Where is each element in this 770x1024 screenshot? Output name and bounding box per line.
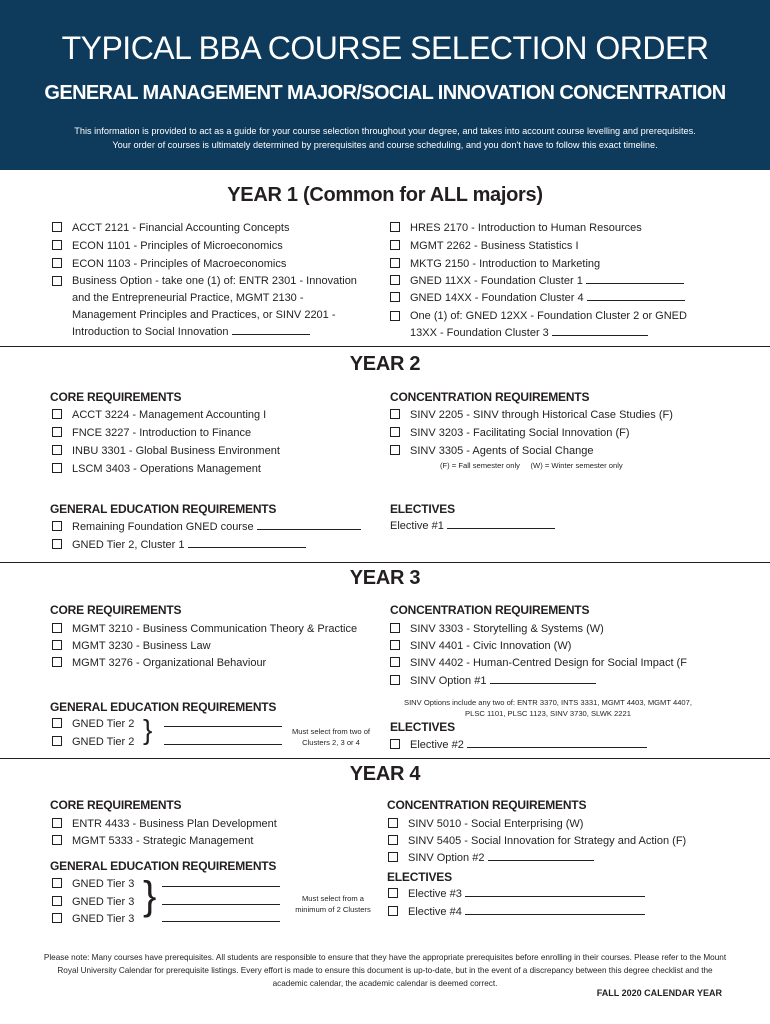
- year3-gen-note: Must select from two of Clusters 2, 3 or 4: [291, 727, 371, 747]
- checkbox[interactable]: [388, 852, 398, 862]
- brace-icon: }: [143, 874, 157, 918]
- year3-conc-item: SINV Option #1: [390, 673, 596, 690]
- year4-conc-item: SINV 5010 - Social Enterprising (W): [388, 816, 583, 833]
- year2-core-item: ACCT 3224 - Management Accounting I: [52, 407, 266, 424]
- checkbox[interactable]: [52, 657, 62, 667]
- checkbox[interactable]: [390, 240, 400, 250]
- checkbox[interactable]: [52, 427, 62, 437]
- year2-elec-heading: ELECTIVES: [390, 502, 455, 516]
- checkbox[interactable]: [388, 818, 398, 828]
- checkbox[interactable]: [390, 445, 400, 455]
- year3-core-item: MGMT 3210 - Business Communication Theory & Practice: [52, 621, 357, 638]
- blank-line: [488, 851, 594, 861]
- blank-line: [162, 877, 280, 887]
- year2-core-item: INBU 3301 - Global Business Environment: [52, 443, 280, 460]
- year4-elective: Elective #3: [388, 886, 645, 903]
- checkbox[interactable]: [52, 521, 62, 531]
- year1-left-item: ECON 1101 - Principles of Microeconomics: [52, 238, 283, 255]
- year3-gen-item: GNED Tier 2: [52, 734, 282, 751]
- blank-line: [587, 291, 685, 301]
- year3-core-item: MGMT 3276 - Organizational Behaviour: [52, 655, 266, 672]
- year4-core-heading: CORE REQUIREMENTS: [50, 798, 182, 812]
- checkbox[interactable]: [390, 623, 400, 633]
- year2-title: YEAR 2: [349, 353, 421, 375]
- year1-right-item: GNED 11XX - Foundation Cluster 1: [390, 273, 684, 290]
- blank-line: [447, 519, 555, 529]
- year2-conc-heading: CONCENTRATION REQUIREMENTS: [390, 390, 590, 404]
- blank-line: [162, 895, 280, 905]
- year3-conc-item: SINV 4401 - Civic Innovation (W): [390, 638, 571, 655]
- year3-elective: Elective #2: [390, 737, 647, 754]
- checkbox[interactable]: [52, 818, 62, 828]
- year2-core-item: FNCE 3227 - Introduction to Finance: [52, 425, 251, 442]
- checkbox[interactable]: [52, 409, 62, 419]
- sinv-options-note: SINV Options include any two of: ENTR 3370, INTS 3331, MGMT 4403, MGMT 4407, PLSC 1101, PLSC 1123, SINV 3730, SLWK 2221: [404, 698, 692, 718]
- checkbox[interactable]: [52, 896, 62, 906]
- checkbox[interactable]: [52, 640, 62, 650]
- year4-conc-item: SINV 5405 - Social Innovation for Strategy and Action (F): [388, 833, 686, 850]
- checkbox[interactable]: [52, 718, 62, 728]
- checkbox[interactable]: [52, 258, 62, 268]
- year2-conc-item: SINV 3203 - Facilitating Social Innovation (F): [390, 425, 630, 442]
- year4-elec-heading: ELECTIVES: [387, 870, 452, 884]
- checkbox[interactable]: [390, 739, 400, 749]
- year1-right-item: GNED 14XX - Foundation Cluster 4: [390, 290, 685, 307]
- year3-gen-heading: GENERAL EDUCATION REQUIREMENTS: [50, 700, 277, 714]
- blank-line: [465, 905, 645, 915]
- blank-line: [162, 912, 280, 922]
- checkbox[interactable]: [52, 240, 62, 250]
- year4-gen-item: GNED Tier 3: [52, 894, 280, 911]
- blank-line: [188, 538, 306, 548]
- year2-core-heading: CORE REQUIREMENTS: [50, 390, 182, 404]
- checkbox[interactable]: [390, 409, 400, 419]
- checkbox[interactable]: [52, 463, 62, 473]
- checkbox[interactable]: [390, 657, 400, 667]
- year2-gen-item: Remaining Foundation GNED course: [52, 519, 361, 536]
- header-banner: [0, 0, 770, 170]
- year2-conc-item: SINV 2205 - SINV through Historical Case Studies (F): [390, 407, 673, 424]
- year2-gen-item: GNED Tier 2, Cluster 1: [52, 537, 306, 554]
- year3-conc-item: SINV 4402 - Human-Centred Design for Social Impact (F: [390, 655, 687, 672]
- page-subtitle: GENERAL MANAGEMENT MAJOR/SOCIAL INNOVATION CONCENTRATION: [44, 82, 726, 104]
- divider: [0, 758, 770, 759]
- year3-core-item: MGMT 3230 - Business Law: [52, 638, 211, 655]
- year1-left-item: ECON 1103 - Principles of Macroeconomics: [52, 256, 286, 273]
- year4-conc-heading: CONCENTRATION REQUIREMENTS: [387, 798, 587, 812]
- checkbox[interactable]: [390, 275, 400, 285]
- info-line-2: Your order of courses is ultimately determined by prerequisites and course scheduling, and you don't have to follow this exact timeline.: [112, 140, 658, 150]
- checkbox[interactable]: [388, 835, 398, 845]
- year1-right-item: HRES 2170 - Introduction to Human Resources: [390, 220, 642, 237]
- semester-note: (F) = Fall semester only (W) = Winter semester only: [440, 461, 623, 470]
- checkbox[interactable]: [52, 736, 62, 746]
- year3-conc-heading: CONCENTRATION REQUIREMENTS: [390, 603, 590, 617]
- checkbox[interactable]: [52, 539, 62, 549]
- checkbox[interactable]: [52, 913, 62, 923]
- page-title: TYPICAL BBA COURSE SELECTION ORDER: [61, 30, 709, 66]
- info-line-1: This information is provided to act as a guide for your course selection throughout your degree, and takes into account course levelling and prerequisites.: [74, 126, 696, 136]
- checkbox[interactable]: [390, 675, 400, 685]
- checkbox[interactable]: [52, 276, 62, 286]
- year4-conc-item: SINV Option #2: [388, 850, 594, 867]
- checkbox[interactable]: [52, 222, 62, 232]
- checkbox[interactable]: [52, 878, 62, 888]
- footer-note: Please note: Many courses have prerequisites. All students are responsible to ensure that they have the appropriate prerequisites before enrolling in their courses. Please refer to the Mount Royal University Calendar for prerequisite listings. Every effort is made to ensure this document is up-to-date, but in the event of a discrepancy between this degree checklist and the academic calendar, the academic calendar is deemed correct.: [43, 953, 727, 988]
- checkbox[interactable]: [390, 292, 400, 302]
- checkbox[interactable]: [388, 906, 398, 916]
- year3-core-heading: CORE REQUIREMENTS: [50, 603, 182, 617]
- year4-gen-item: GNED Tier 3: [52, 876, 280, 893]
- checkbox[interactable]: [52, 623, 62, 633]
- year4-core-item: ENTR 4433 - Business Plan Development: [52, 816, 277, 833]
- year3-title: YEAR 3: [349, 567, 421, 589]
- blank-line: [164, 735, 282, 745]
- year4-gen-heading: GENERAL EDUCATION REQUIREMENTS: [50, 859, 277, 873]
- checkbox[interactable]: [390, 640, 400, 650]
- year1-title: YEAR 1 (Common for ALL majors): [227, 184, 543, 206]
- year4-gen-note: Must select from a minimum of 2 Clusters: [295, 894, 371, 914]
- year4-core-item: MGMT 5333 - Strategic Management: [52, 833, 253, 850]
- brace-icon: }: [143, 714, 153, 745]
- checkbox[interactable]: [388, 888, 398, 898]
- year1-right-item: MGMT 2262 - Business Statistics I: [390, 238, 579, 255]
- blank-line: [467, 738, 647, 748]
- blank-line: [232, 325, 310, 335]
- year3-gen-item: GNED Tier 2: [52, 716, 282, 733]
- year2-conc-item: SINV 3305 - Agents of Social Change: [390, 443, 593, 460]
- blank-line: [552, 326, 648, 336]
- year4-gen-item: GNED Tier 3: [52, 911, 280, 928]
- year2-elective: Elective #1: [390, 518, 555, 535]
- year1-right-item: MKTG 2150 - Introduction to Marketing: [390, 256, 600, 273]
- checkbox[interactable]: [390, 311, 400, 321]
- year2-core-item: LSCM 3403 - Operations Management: [52, 461, 261, 478]
- checkbox[interactable]: [390, 222, 400, 232]
- year2-gen-heading: GENERAL EDUCATION REQUIREMENTS: [50, 502, 277, 516]
- year1-right-item: One (1) of: GNED 12XX - Foundation Cluster 2 or GNED 13XX - Foundation Cluster 3: [390, 308, 710, 342]
- year1-business-option: Business Option - take one (1) of: ENTR 2301 - Innovation and the Entrepreneurial Practice, MGMT 2130 - Management Principles and Practices, or SINV 2201 - Introduction to Social Innovation: [52, 273, 362, 341]
- checkbox[interactable]: [390, 427, 400, 437]
- year4-elective: Elective #4: [388, 904, 645, 921]
- year4-title: YEAR 4: [349, 763, 421, 785]
- blank-line: [465, 887, 645, 897]
- divider: [0, 346, 770, 347]
- year3-elec-heading: ELECTIVES: [390, 720, 455, 734]
- checkbox[interactable]: [52, 835, 62, 845]
- blank-line: [586, 274, 684, 284]
- year1-left-item: ACCT 2121 - Financial Accounting Concepts: [52, 220, 289, 237]
- checkbox[interactable]: [390, 258, 400, 268]
- blank-line: [490, 674, 596, 684]
- year3-conc-item: SINV 3303 - Storytelling & Systems (W): [390, 621, 604, 638]
- checkbox[interactable]: [52, 445, 62, 455]
- calendar-year: FALL 2020 CALENDAR YEAR: [596, 988, 722, 998]
- blank-line: [164, 717, 282, 727]
- divider: [0, 562, 770, 563]
- blank-line: [257, 520, 361, 530]
